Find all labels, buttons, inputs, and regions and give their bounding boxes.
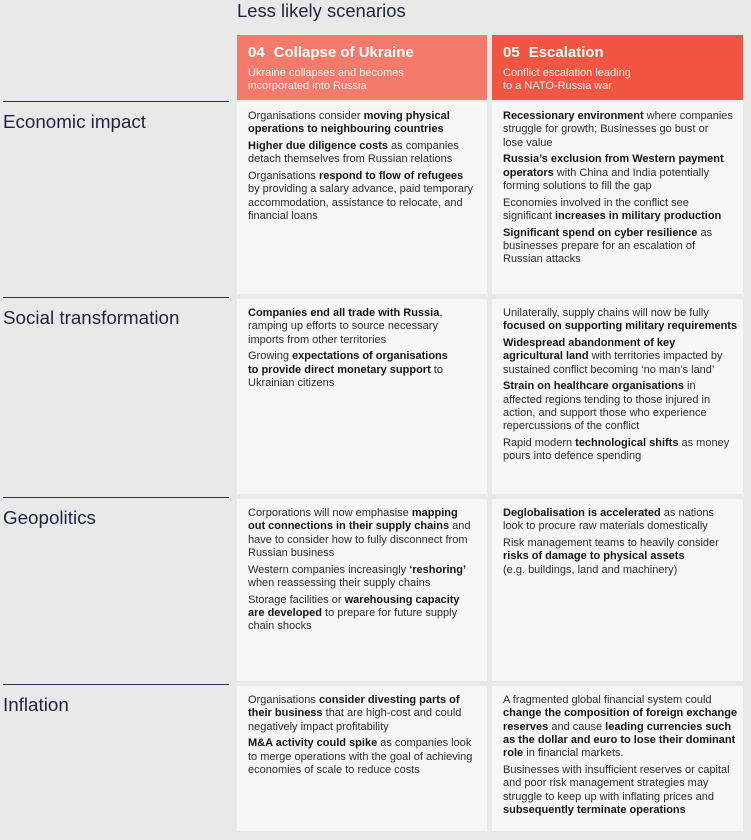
bold-text: Strain on healthcare organisations — [503, 380, 684, 393]
body-text: in financial markets. — [523, 747, 624, 760]
text-line — [503, 520, 735, 533]
bold-text: increases in military production — [554, 210, 722, 223]
body-text: struggle for growth; Businesses go bust or — [503, 123, 709, 136]
text-line — [503, 734, 735, 747]
text-line — [503, 747, 735, 760]
body-text: (e.g. buildings, land and machinery) — [503, 563, 678, 576]
text-line — [248, 564, 479, 577]
bold-text: M&A activity could spike — [248, 737, 378, 750]
text-line — [248, 377, 479, 390]
text-line — [503, 253, 735, 266]
bold-text: Companies end all trade with Russia — [248, 307, 440, 319]
text-line — [248, 183, 479, 196]
text-line — [503, 350, 735, 363]
row-label-inflation: Inflation — [3, 694, 69, 715]
cell-paragraph — [248, 170, 479, 223]
cell-paragraph — [503, 197, 735, 224]
body-text: Storage facilities or — [248, 593, 345, 606]
text-line — [503, 364, 735, 377]
body-text: where companies — [643, 110, 733, 122]
body-text: pours into defence spending — [503, 450, 642, 463]
bold-text: expectations of organisations — [292, 350, 448, 363]
text-line — [503, 707, 738, 720]
body-text: Organisations — [248, 694, 319, 706]
body-text: as money — [678, 437, 730, 450]
body-text: have to consider how to fully disconnect from — [248, 533, 468, 546]
section-heading: Less likely scenarios — [237, 0, 406, 21]
body-text: economies of scale to reduce costs — [248, 763, 420, 776]
text-line — [503, 721, 735, 734]
body-text: Russian business — [248, 546, 335, 559]
text-line — [503, 437, 735, 450]
text-line — [248, 764, 479, 777]
body-text: Western companies increasingly — [248, 563, 410, 576]
cell-paragraph — [503, 227, 735, 267]
body-text: and poor risk management strategies may — [503, 777, 709, 790]
body-text: and cause — [548, 720, 606, 733]
body-text: as companies look — [377, 737, 472, 750]
cell-paragraph — [248, 694, 479, 734]
bold-text: subsequently terminate operations — [503, 803, 686, 816]
bold-text: technological shifts — [575, 437, 679, 450]
text-line — [248, 110, 479, 123]
cell-paragraph — [248, 140, 479, 167]
text-line — [503, 537, 735, 550]
body-text: by providing a salary advance, paid temporary — [248, 183, 474, 196]
text-line — [503, 694, 735, 707]
scenario-subtitle — [503, 67, 732, 93]
cell-paragraph — [248, 307, 479, 347]
body-text: Russian attacks — [503, 253, 581, 266]
row-label-geopolitics: Geopolitics — [3, 507, 96, 528]
bold-text: reserves — [503, 720, 549, 733]
text-line — [248, 694, 479, 707]
bold-text: leading currencies such — [605, 720, 732, 733]
scenario-subtitle-line: to a NATO-Russia war — [503, 80, 613, 92]
scenario-header-05 — [492, 35, 743, 100]
bold-text: change the composition of foreign exchange — [503, 707, 738, 720]
cell-paragraph — [503, 110, 735, 150]
scenario-subtitle — [248, 67, 476, 93]
scenario-subtitle-line: Ukraine collapses and becomes — [248, 67, 404, 79]
body-text: in — [683, 380, 696, 393]
text-line — [248, 153, 479, 166]
text-line — [503, 167, 735, 180]
bold-text: warehousing capacity — [344, 593, 460, 606]
row-divider — [3, 684, 229, 685]
cell-paragraph — [248, 564, 479, 591]
text-line — [248, 123, 479, 136]
text-line — [503, 804, 735, 817]
text-line — [503, 320, 738, 333]
text-line — [503, 153, 735, 166]
cell-economic-impact-04 — [237, 102, 487, 294]
bold-text: operations to neighbouring countries — [248, 123, 444, 136]
bold-text: moving physical — [363, 110, 450, 122]
text-line — [248, 547, 479, 560]
text-line — [248, 520, 479, 533]
cell-paragraph — [503, 307, 738, 334]
body-text: to — [430, 363, 443, 376]
body-text: and — [449, 520, 471, 533]
text-line — [503, 764, 735, 777]
row-divider — [3, 497, 229, 498]
text-line — [248, 170, 479, 183]
body-text: Corporations will now emphasise — [248, 507, 412, 519]
text-line — [248, 721, 479, 734]
body-text: to prepare for future supply — [321, 607, 458, 620]
bold-text: are developed — [248, 607, 322, 620]
bold-text: operators — [503, 166, 554, 179]
body-text: imports from other territories — [248, 333, 387, 346]
scenario-title — [503, 44, 732, 62]
cell-social-transformation-05 — [492, 299, 743, 494]
text-line — [248, 594, 479, 607]
body-text: negatively impact profitability — [248, 720, 389, 733]
text-line — [248, 577, 479, 590]
body-text: when reassessing their supply chains — [248, 576, 431, 589]
body-text: repercussions of the conflict — [503, 420, 640, 433]
body-text: Growing — [248, 350, 293, 363]
text-line — [248, 507, 479, 520]
cell-paragraph — [503, 764, 735, 817]
body-text: Rapid modern — [503, 437, 576, 450]
scenario-subtitle-line: Conflict escalation leading — [503, 67, 631, 79]
text-line — [248, 320, 479, 333]
text-line — [503, 777, 735, 790]
body-text: that are high-cost and could — [322, 707, 462, 720]
body-text: detach themselves from Russian relations — [248, 153, 453, 166]
body-text: significant — [503, 210, 555, 223]
text-line — [248, 307, 479, 320]
cell-economic-impact-05 — [492, 102, 743, 294]
body-text: accommodation, assistance to relocate, and — [248, 196, 463, 209]
bold-text: to provide direct monetary support — [248, 363, 431, 376]
text-line — [248, 620, 479, 633]
text-line — [503, 110, 735, 123]
body-text: sustained conflict becoming ‘no man’s land’ — [503, 363, 715, 376]
bold-text: Widespread abandonment of key — [503, 337, 676, 350]
text-line — [503, 240, 735, 253]
text-line — [503, 307, 735, 320]
bold-text: agricultural land — [503, 350, 589, 363]
bold-text: consider divesting parts of — [318, 694, 460, 706]
body-text: lose value — [503, 136, 553, 149]
cell-geopolitics-05 — [492, 499, 743, 681]
cell-paragraph — [248, 350, 479, 390]
body-text: Economies involved in the conflict see — [503, 196, 689, 209]
body-text: financial loans — [248, 210, 318, 223]
text-line — [248, 751, 479, 764]
cell-paragraph — [248, 594, 479, 634]
body-text: forming solutions to fill the gap — [503, 179, 652, 192]
text-line — [248, 534, 479, 547]
text-line — [503, 337, 735, 350]
bold-text: Higher due diligence costs — [248, 140, 388, 153]
bold-text: Significant spend on cyber resilience — [503, 226, 698, 239]
bold-text: risks of damage to physical assets — [503, 550, 685, 563]
text-line — [503, 407, 735, 420]
text-line — [503, 394, 735, 407]
body-text: as nations — [660, 507, 714, 519]
bold-text: their business — [248, 707, 323, 720]
body-text: Risk management teams to heavily consider — [503, 537, 719, 550]
text-line — [503, 564, 735, 577]
cell-inflation-04 — [237, 686, 487, 831]
body-text: struggle to keep up with inflating prices and — [503, 790, 714, 803]
cell-paragraph — [248, 507, 479, 560]
body-text: , — [439, 307, 443, 319]
bold-text: respond to flow of refugees — [318, 170, 464, 183]
text-line — [503, 227, 735, 240]
text-line — [503, 197, 735, 210]
cell-paragraph — [248, 737, 479, 777]
text-line — [503, 137, 735, 150]
body-text: Businesses with insufficient reserves or capital — [503, 763, 730, 776]
cell-inflation-05 — [492, 686, 743, 831]
text-line — [248, 350, 479, 363]
body-text: with territories impacted by — [588, 350, 723, 363]
cell-paragraph — [503, 380, 735, 433]
body-text: Organisations — [248, 170, 319, 183]
text-line — [503, 210, 735, 223]
row-divider — [3, 101, 229, 102]
bold-text: out connections in their supply chains — [248, 520, 450, 533]
scenario-number: 04 — [248, 44, 265, 61]
body-text: affected regions tending to those injured in — [503, 393, 711, 406]
cell-paragraph — [503, 537, 735, 577]
cell-geopolitics-04 — [237, 499, 487, 681]
bold-text: Deglobalisation is accelerated — [503, 507, 661, 519]
scenario-number: 05 — [503, 44, 520, 61]
body-text: with China and India potentially — [553, 166, 710, 179]
scenario-name: Collapse of Ukraine — [273, 44, 414, 61]
text-line — [248, 364, 479, 377]
text-line — [503, 507, 735, 520]
text-line — [248, 140, 479, 153]
bold-text: Recessionary environment — [503, 110, 644, 122]
text-line — [248, 737, 479, 750]
body-text: as — [697, 226, 713, 239]
bold-text: ‘reshoring’ — [409, 563, 467, 576]
row-label-economic-impact: Economic impact — [3, 111, 146, 132]
text-line — [503, 180, 735, 193]
text-line — [503, 791, 735, 804]
body-text: A fragmented global financial system could — [503, 694, 712, 706]
cell-paragraph — [503, 694, 738, 760]
body-text: look to procure raw materials domestically — [503, 520, 708, 533]
text-line — [248, 210, 479, 223]
body-text: to merge operations with the goal of achieving — [248, 750, 473, 763]
scenario-title — [248, 44, 476, 62]
body-text: Ukrainian citizens — [248, 376, 335, 389]
body-text: Unilaterally, supply chains will now be fully — [503, 307, 709, 319]
text-line — [248, 197, 479, 210]
bold-text: Russia’s exclusion from Western payment — [503, 153, 724, 166]
text-line — [248, 607, 479, 620]
body-text: action, and support those who experience — [503, 407, 707, 420]
row-label-social-transformation: Social transformation — [3, 307, 180, 328]
cell-social-transformation-04 — [237, 299, 487, 494]
bold-text: as the dollar and euro to lose their dominant — [503, 733, 736, 746]
scenario-header-04 — [237, 35, 487, 100]
cell-paragraph — [503, 337, 735, 377]
text-line — [503, 420, 735, 433]
body-text: ramping up efforts to source necessary — [248, 320, 438, 333]
bold-text: mapping — [411, 507, 458, 519]
body-text: as companies — [387, 140, 459, 153]
text-line — [503, 450, 735, 463]
cell-paragraph — [503, 437, 735, 464]
bold-text: role — [503, 747, 524, 760]
row-divider — [3, 297, 229, 298]
body-text: Organisations consider — [248, 110, 364, 122]
scenario-subtitle-line: incorporated into Russia — [248, 80, 367, 92]
text-line — [503, 550, 735, 563]
text-line — [503, 123, 735, 136]
text-line — [248, 707, 479, 720]
text-line — [503, 380, 735, 393]
scenario-name: Escalation — [528, 44, 604, 61]
cell-paragraph — [503, 153, 735, 193]
cell-paragraph — [503, 507, 735, 534]
cell-paragraph — [248, 110, 479, 137]
text-line — [248, 334, 479, 347]
body-text: chain shocks — [248, 620, 312, 633]
body-text: businesses prepare for an escalation of — [503, 240, 696, 253]
bold-text: focused on supporting military requirements — [503, 320, 738, 333]
